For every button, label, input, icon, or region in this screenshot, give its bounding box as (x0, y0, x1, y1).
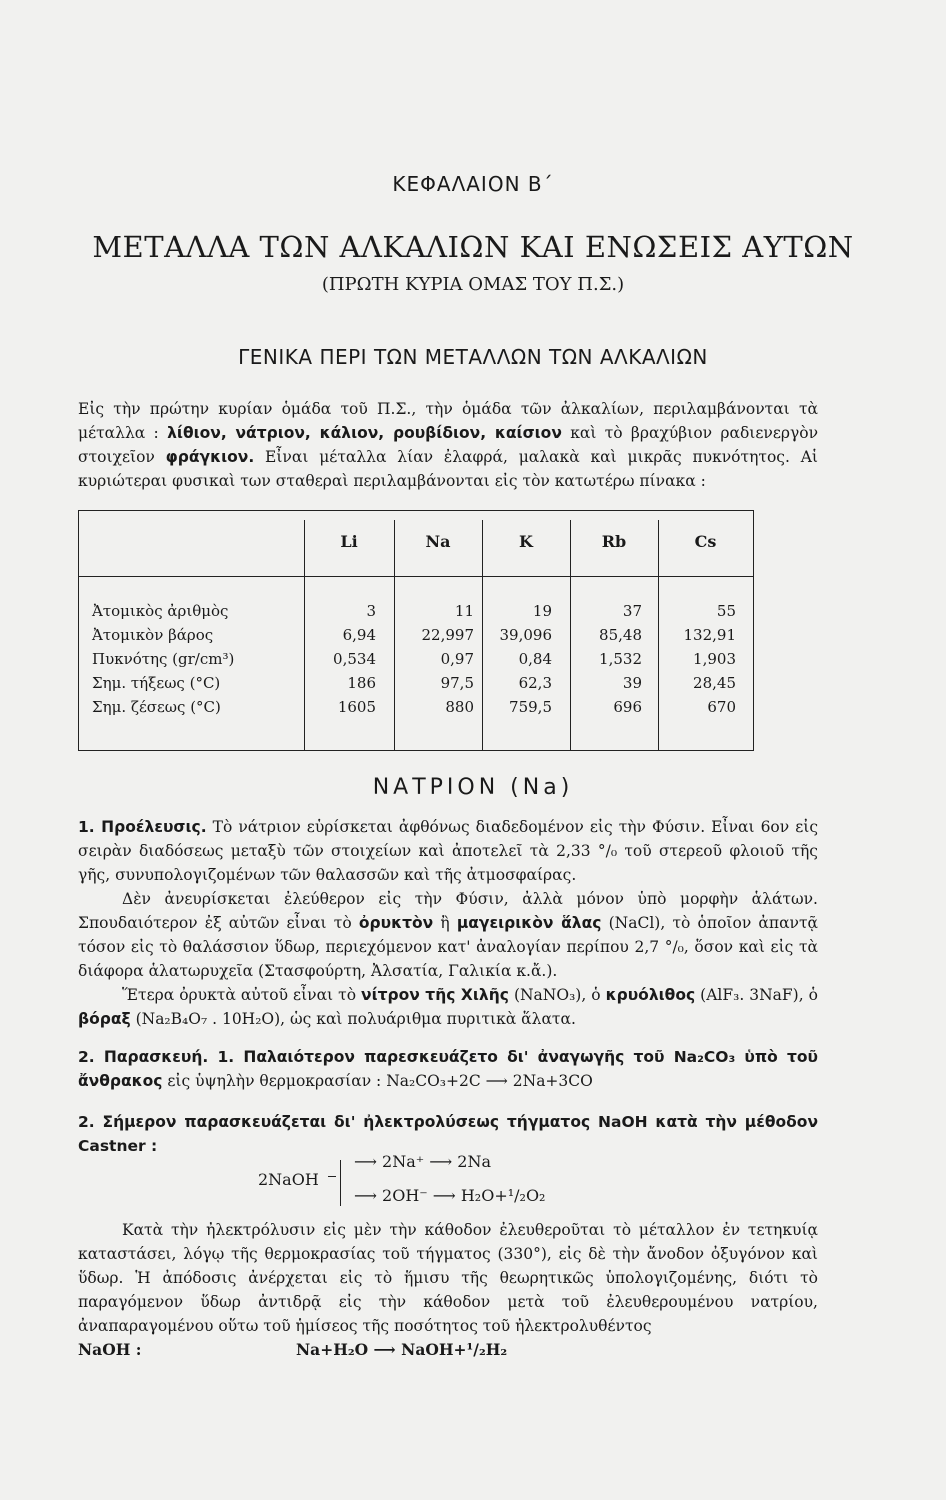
origin-text-4: (NaCl), τὸ ὁποῖον ἀπαντᾷ τόσον εἰς τὸ θαλάσσιον ὕδωρ, περιεχόμενον κατ' ἀναλογίαν περίπου 2,7 °/₀, ὅσον καὶ εἰς τὰ διάφορα ἁλατωρυχεῖα (Στασφούρτη, Ἀλσατία, Γαλικία κ.ἄ.). (78, 914, 819, 980)
table-header-cs: Cs (694, 532, 717, 551)
origin-text-7: (AlF₃. 3NaF), ὁ (695, 986, 818, 1004)
origin-bold-1: ὀρυκτὸν (358, 914, 434, 932)
intro-text-2: καὶ τὸ βραχύβιον ραδιενεργὸν στοιχεῖον (78, 424, 818, 466)
table-cell: 696 (613, 698, 642, 716)
castner-equation (258, 1152, 658, 1212)
intro-paragraph (78, 397, 818, 493)
origin-bold-2: μαγειρικὸν ἅλας (456, 914, 602, 932)
origin-text-b (78, 887, 818, 983)
origin-paragraph (78, 815, 818, 1031)
table-cell: 22,997 (421, 626, 474, 644)
chapter-heading: ΚΕΦΑΛΑΙΟΝ Β΄ (392, 172, 554, 196)
origin-text-1: Τὸ νάτριον εὑρίσκεται ἀφθόνως διαδεδομένον εἰς τὴν Φύσιν. Εἶναι 6ον εἰς σειρὰν διαδόσεως μεταξὺ τῶν στοιχείων καὶ ἀποτελεῖ τὰ 2,33 °/₀ τοῦ στερεοῦ φλοιοῦ τῆς γῆς, συνυπολογιζομένων τῶν θαλασσῶν καὶ τῆς ἀτμοσφαίρας. (78, 818, 819, 884)
table-rule-header (78, 576, 754, 577)
table-cell: 37 (622, 602, 642, 620)
origin-text-3: ἢ (433, 914, 457, 932)
intro-francium: φράγκιον. (165, 448, 255, 466)
preparation-method-2: 2. Σήμερον παρασκευάζεται δι' ἠλεκτρολύσεως τήγματος NaOH κατὰ τὴν μέθοδον Castner : (78, 1113, 818, 1155)
table-cell: 759,5 (509, 698, 552, 716)
row-label-melting-point: Σημ. τήξεως (°C) (92, 674, 221, 692)
preparation-paragraph (78, 1045, 818, 1093)
origin-bold-4: κρυόλιθος (605, 986, 696, 1004)
preparation-method-1-rest: εἰς ὑψηλὴν θερμοκρασίαν : Na₂CO₃+2C ⟶ 2Na+3CO (162, 1072, 593, 1090)
origin-label: 1. Προέλευσις. (78, 818, 207, 836)
equation-anode: ⟶ 2OH⁻ ⟶ H₂O+¹/₂O₂ (354, 1186, 546, 1205)
table-header-k: K (519, 532, 533, 551)
table-cell: 880 (445, 698, 474, 716)
table-cell: 0,534 (333, 650, 376, 668)
table-vline (78, 510, 79, 750)
equation-bracket (340, 1160, 341, 1206)
table-header-rb: Rb (601, 532, 627, 551)
table-cell: 0,84 (518, 650, 552, 668)
sodium-heading: ΝΑΤΡΙΟΝ (Na) (372, 775, 574, 800)
row-label-boiling-point: Σημ. ζέσεως (°C) (92, 698, 221, 716)
table-cell: 1605 (337, 698, 376, 716)
castner-paragraph (78, 1110, 818, 1158)
section-heading: ΓΕΝΙΚΑ ΠΕΡΙ ΤΩΝ ΜΕΤΑΛΛΩΝ ΤΩΝ ΑΛΚΑΛΙΩΝ (238, 345, 708, 369)
intro-metals: λίθιον, νάτριον, κάλιον, ρουβίδιον, καίσιον (167, 424, 562, 442)
table-cell: 132,91 (683, 626, 736, 644)
intro-text-3: Εἶναι μέταλλα λίαν ἐλαφρά, μαλακὰ καὶ μικρᾶς πυκνότητος. Αἱ κυριώτεραι φυσικαὶ των σταθεραὶ περιλαμβάνονται εἰς τὸν κατωτέρω πίνακα : (78, 448, 818, 490)
table-header-na: Na (425, 532, 451, 551)
equation-branch-line (328, 1176, 336, 1177)
page-title: ΜΕΤΑΛΛΑ ΤΩΝ ΑΛΚΑΛΙΩΝ ΚΑΙ ΕΝΩΣΕΙΣ ΑΥΤΩΝ (92, 230, 854, 264)
origin-bold-3: νίτρον τῆς Χιλῆς (361, 986, 509, 1004)
table-cell: 1,903 (693, 650, 736, 668)
preparation-label: 2. Παρασκευή. (78, 1048, 209, 1066)
table-cell: 39 (622, 674, 642, 692)
electrolysis-text: Κατὰ τὴν ἠλεκτρόλυσιν εἰς μὲν τὴν κάθοδον ἐλευθεροῦται τὸ μέταλλον ἐν τετηκυίᾳ καταστάσει, λόγῳ τῆς θερμοκρασίας τοῦ τήγματος (330°), εἰς δὲ τὴν ἄνοδον ὀξυγόνον καὶ ὕδωρ. Ἡ ἀπόδοσις ἀνέρχεται εἰς τὸ ἥμισυ τῆς θεωρητικῶς ὑπολογιζομένης, διότι τὸ παραγόμενον ὕδωρ ἀντιδρᾷ εἰς τὴν κάθοδον μετὰ τοῦ ἐλευθερουμένου νατρίου, ἀναπαραγομένου οὕτω τοῦ ἡμίσεος τῆς ποσότητος τοῦ ἠλεκτρολυθέντος (78, 1221, 818, 1335)
table-cell: 19 (532, 602, 552, 620)
electrolysis-paragraph (78, 1218, 818, 1362)
final-equation-line (78, 1338, 818, 1362)
table-cell: 39,096 (499, 626, 552, 644)
origin-text (78, 815, 818, 887)
table-rule-top (78, 510, 754, 511)
table-cell: 62,3 (518, 674, 552, 692)
origin-text-c (78, 983, 818, 1031)
page-subtitle: (ΠΡΩΤΗ ΚΥΡΙΑ ΟΜΑΣ ΤΟΥ Π.Σ.) (321, 274, 625, 295)
table-cell: 28,45 (693, 674, 736, 692)
equation-cathode: ⟶ 2Na⁺ ⟶ 2Na (354, 1152, 492, 1171)
intro-text-1: Εἰς τὴν πρώτην κυρίαν ὁμάδα τοῦ Π.Σ., τὴν ὁμάδα τῶν ἀλκαλίων, περιλαμβάνονται τὰ μέταλλα : (78, 400, 818, 442)
table-vline (753, 510, 754, 750)
table-rule-bottom (78, 750, 754, 751)
table-cell: 55 (716, 602, 736, 620)
row-label-atomic-number: Ἀτομικὸς ἀριθμὸς (92, 602, 229, 620)
origin-text-6: (NaNO₃), ὁ (508, 986, 606, 1004)
row-label-density: Πυκνότης (gr/cm³) (92, 650, 235, 668)
table-header-li: Li (340, 532, 358, 551)
table-cell: 670 (707, 698, 736, 716)
table-cell: 6,94 (342, 626, 376, 644)
table-cell: 3 (366, 602, 376, 620)
origin-bold-5: βόραξ (78, 1010, 131, 1028)
origin-text-8: (Na₂B₄O₇ . 10H₂O), ὡς καὶ πολυάριθμα πυριτικὰ ἅλατα. (130, 1010, 576, 1028)
preparation-method-1: 1. Παλαιότερον παρεσκευάζετο δι' ἀναγωγῆς τοῦ Na₂CO₃ ὑπὸ τοῦ ἄνθρακος (78, 1048, 818, 1090)
origin-text-2: Δὲν ἀνευρίσκεται ἐλεύθερον εἰς τὴν Φύσιν, ἀλλὰ μόνον ὑπὸ μορφὴν ἁλάτων. Σπουδαιότερον ἐξ αὐτῶν εἶναι τὸ (78, 890, 818, 932)
final-label: NaOH : (78, 1340, 142, 1359)
equation-reactant: 2NaOH (258, 1170, 319, 1189)
final-equation: Na+H₂O ⟶ NaOH+¹/₂H₂ (296, 1340, 508, 1359)
table-cell: 0,97 (440, 650, 474, 668)
properties-table (78, 510, 754, 750)
origin-text-5: Ἕτερα ὀρυκτὰ αὐτοῦ εἶναι τὸ (122, 986, 362, 1004)
table-cell: 1,532 (599, 650, 642, 668)
table-cell: 85,48 (599, 626, 642, 644)
table-cell: 186 (347, 674, 376, 692)
table-cell: 97,5 (440, 674, 474, 692)
table-cell: 11 (454, 602, 474, 620)
row-label-atomic-weight: Ἀτομικὸν βάρος (92, 626, 214, 644)
